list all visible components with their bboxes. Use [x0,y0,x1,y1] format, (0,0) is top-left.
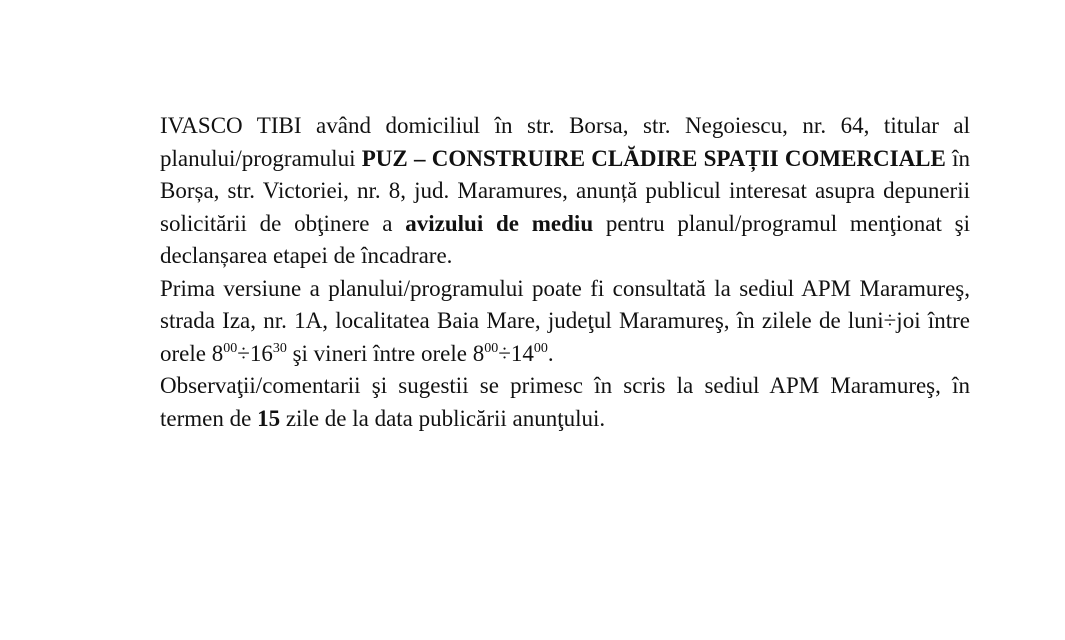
hour-weekday-end: 16 [249,340,273,366]
minutes-friday-start: 00 [484,340,499,356]
hour-friday-end: 14 [510,340,534,366]
p1-intro: IVASCO TIBI având domiciliul în str. Borsa, str. Negoiescu, nr. 64, titular al planului/programului [160,113,970,171]
p3-intro: Observaţii/comentarii şi sugestii se primesc în scris la sediul APM Maramureş, în termen de [160,373,970,431]
minutes-weekday-start: 00 [223,340,238,356]
p3-outro: zile de la data publicării anunţului. [280,405,606,431]
permit-type: avizului de mediu [405,210,594,236]
notice-paragraph-1 [160,110,970,273]
minutes-weekday-end: 30 [272,340,287,356]
p2-intro: Prima versiune a planului/programului poate fi consultată la sediul APM Maramureş, strada Iza, nr. 1A, localitatea Baia Mare, judeţul Maramureş, în zilele de luni÷joi între orele [160,275,970,366]
p1-outro: pentru planul/programul menţionat şi declanșarea etapei de încadrare. [160,210,970,268]
p1-location: în Borșa, str. Victoriei, nr. 8, jud. Maramures, anunță publicul interesat asupra depunerii solicitării de obţinere a [160,145,971,236]
hour-friday-start: 8 [472,340,485,366]
range-separator: ÷ [237,340,250,366]
minutes-friday-end: 00 [533,340,548,356]
p2-mid: şi vineri între orele [286,340,473,366]
deadline-days: 15 [257,405,281,431]
public-notice [160,110,970,435]
p2-end: . [547,340,554,366]
range-separator: ÷ [498,340,511,366]
hour-weekday-start: 8 [211,340,224,366]
notice-paragraph-2 [160,273,970,371]
notice-paragraph-3 [160,370,970,435]
plan-name: PUZ – CONSTRUIRE CLĂDIRE SPAȚII COMERCIALE [361,145,946,171]
